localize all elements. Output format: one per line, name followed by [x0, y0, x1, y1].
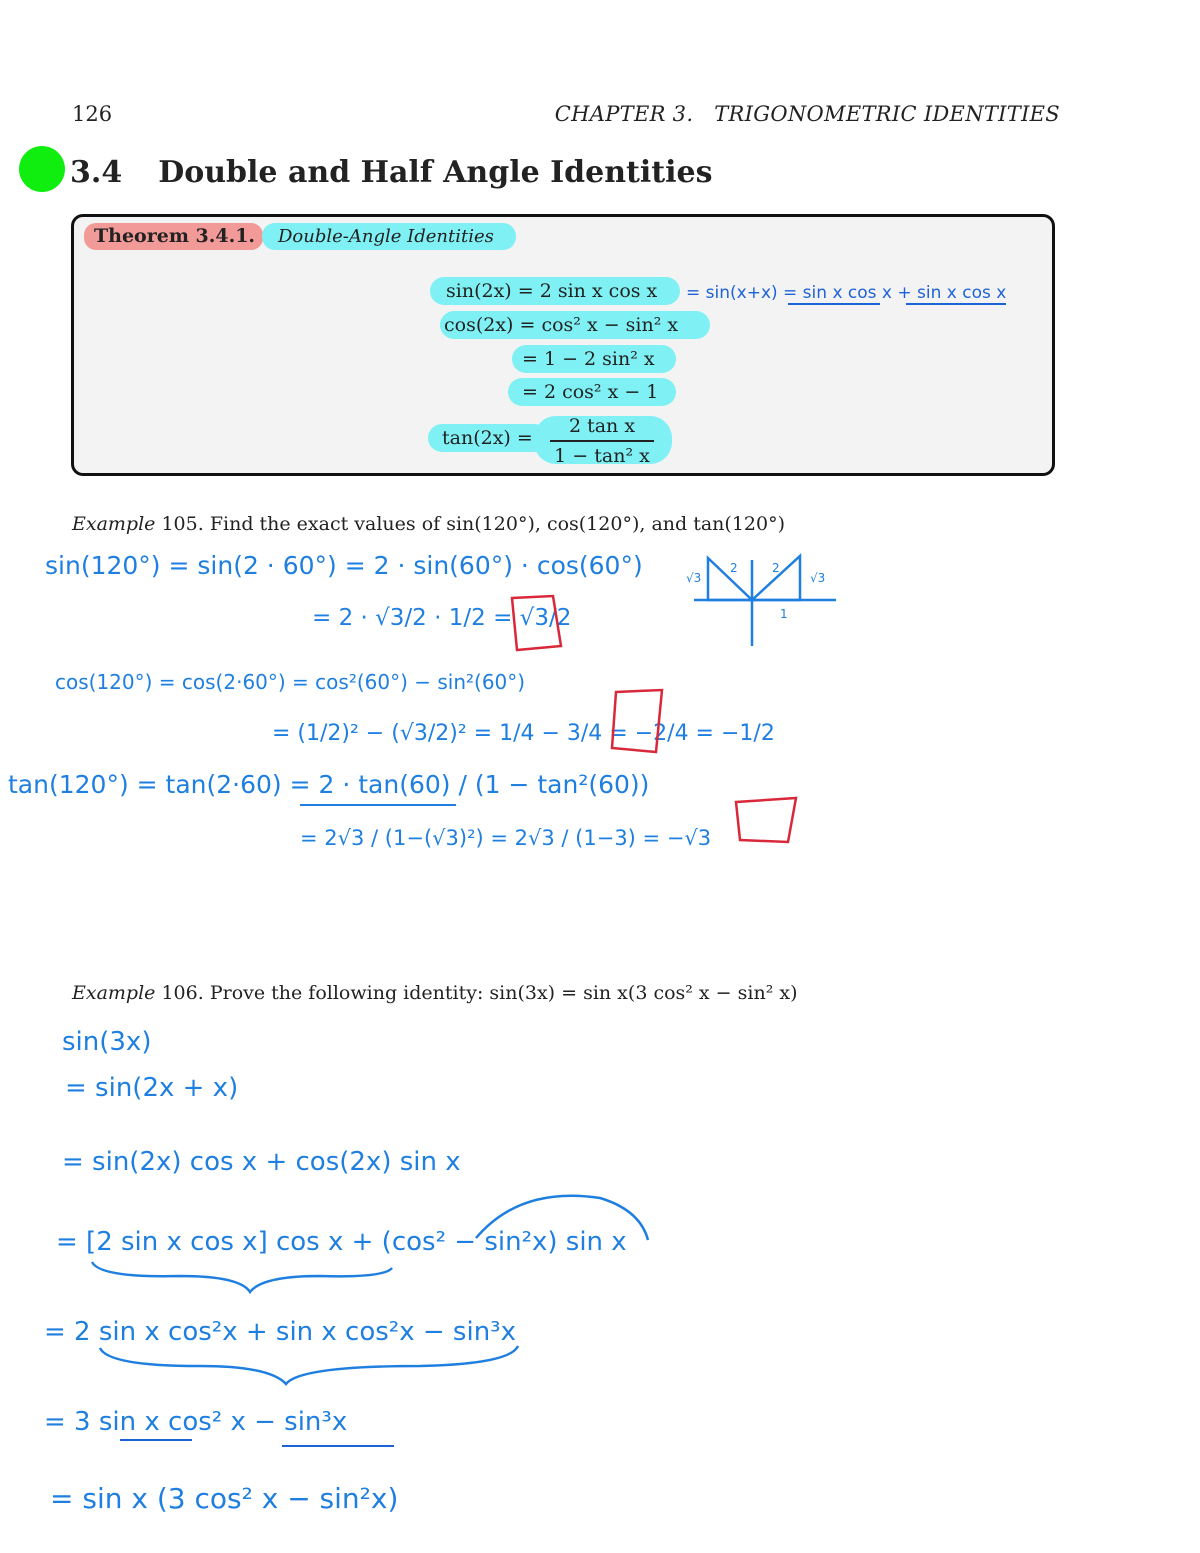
ex106-brace-1	[92, 1262, 392, 1292]
triangle-label-sqrt3-right: √3	[810, 571, 826, 585]
triangle-label-2-left: 2	[730, 561, 738, 575]
ex106-step-4: = [2 sin x cos x] cos x + (cos² − sin²x) sin x	[56, 1227, 627, 1257]
identity-cos-2x-alt1: = 1 − 2 sin² x	[522, 348, 655, 370]
theorem-label: Theorem 3.4.1.	[84, 223, 263, 250]
identity-sin-2x: sin(2x) = 2 sin x cos x	[446, 280, 658, 302]
ex106-step-2: = sin(2x + x)	[65, 1073, 239, 1103]
ex105-answer-box-3	[736, 798, 796, 842]
ex105-line-5: tan(120°) = tan(2·60) = 2 · tan(60) / (1 − tan²(60))	[8, 770, 650, 799]
identity-tan-2x-denominator: 1 − tan² x	[554, 445, 650, 467]
ex106-step-6: = 3 sin x cos² x − sin³x	[44, 1407, 348, 1437]
reference-triangle-sketch	[694, 556, 836, 646]
identity-tan-2x-numerator: 2 tan x	[568, 415, 636, 437]
chapter-header: CHAPTER 3. TRIGONOMETRIC IDENTITIES	[554, 102, 1060, 126]
section-number: 3.4	[70, 155, 123, 190]
ex106-brace-2	[100, 1346, 518, 1384]
triangle-label-1: 1	[780, 607, 788, 621]
section-title: Double and Half Angle Identities	[158, 155, 713, 190]
page-number: 126	[72, 102, 113, 126]
identity-tan-2x-left: tan(2x) =	[442, 427, 533, 449]
example-106-text: Prove the following identity: sin(3x) = sin x(3 cos² x − sin² x)	[209, 982, 798, 1004]
triangle-label-sqrt3-left: √3	[686, 571, 702, 585]
example-105-prompt: Example 105. Find the exact values of sin(120°), cos(120°), and tan(120°)	[72, 513, 785, 535]
ex105-line-2: = 2 · √3/2 · 1/2 = √3/2	[312, 605, 572, 631]
ex105-line-6: = 2√3 / (1−(√3)²) = 2√3 / (1−3) = −√3	[300, 826, 712, 850]
ex106-step-3: = sin(2x) cos x + cos(2x) sin x	[62, 1147, 461, 1177]
ex105-line-3: cos(120°) = cos(2·60°) = cos²(60°) − sin²(60°)	[55, 670, 526, 694]
ex106-step-5: = 2 sin x cos²x + sin x cos²x − sin³x	[44, 1317, 516, 1347]
example-105-text: Find the exact values of sin(120°), cos(120°), and tan(120°)	[209, 513, 785, 535]
ex105-line-1: sin(120°) = sin(2 · 60°) = 2 · sin(60°) · cos(60°)	[45, 551, 643, 580]
annotation-sum-formula: = sin(x+x) = sin x cos x + sin x cos x	[686, 283, 1007, 303]
ex105-line-4: = (1/2)² − (√3/2)² = 1/4 − 3/4 = −2/4 = −1/2	[272, 721, 775, 746]
theorem-name: Double-Angle Identities	[262, 223, 516, 250]
ex106-step-1: sin(3x)	[62, 1027, 152, 1057]
triangle-label-2-right: 2	[772, 561, 780, 575]
example-106-prompt: Example 106. Prove the following identity: sin(3x) = sin x(3 cos² x − sin² x)	[72, 982, 798, 1004]
identity-cos-2x: cos(2x) = cos² x − sin² x	[444, 314, 679, 336]
identity-cos-2x-alt2: = 2 cos² x − 1	[522, 381, 659, 403]
ex106-step-7: = sin x (3 cos² x − sin²x)	[50, 1482, 399, 1515]
